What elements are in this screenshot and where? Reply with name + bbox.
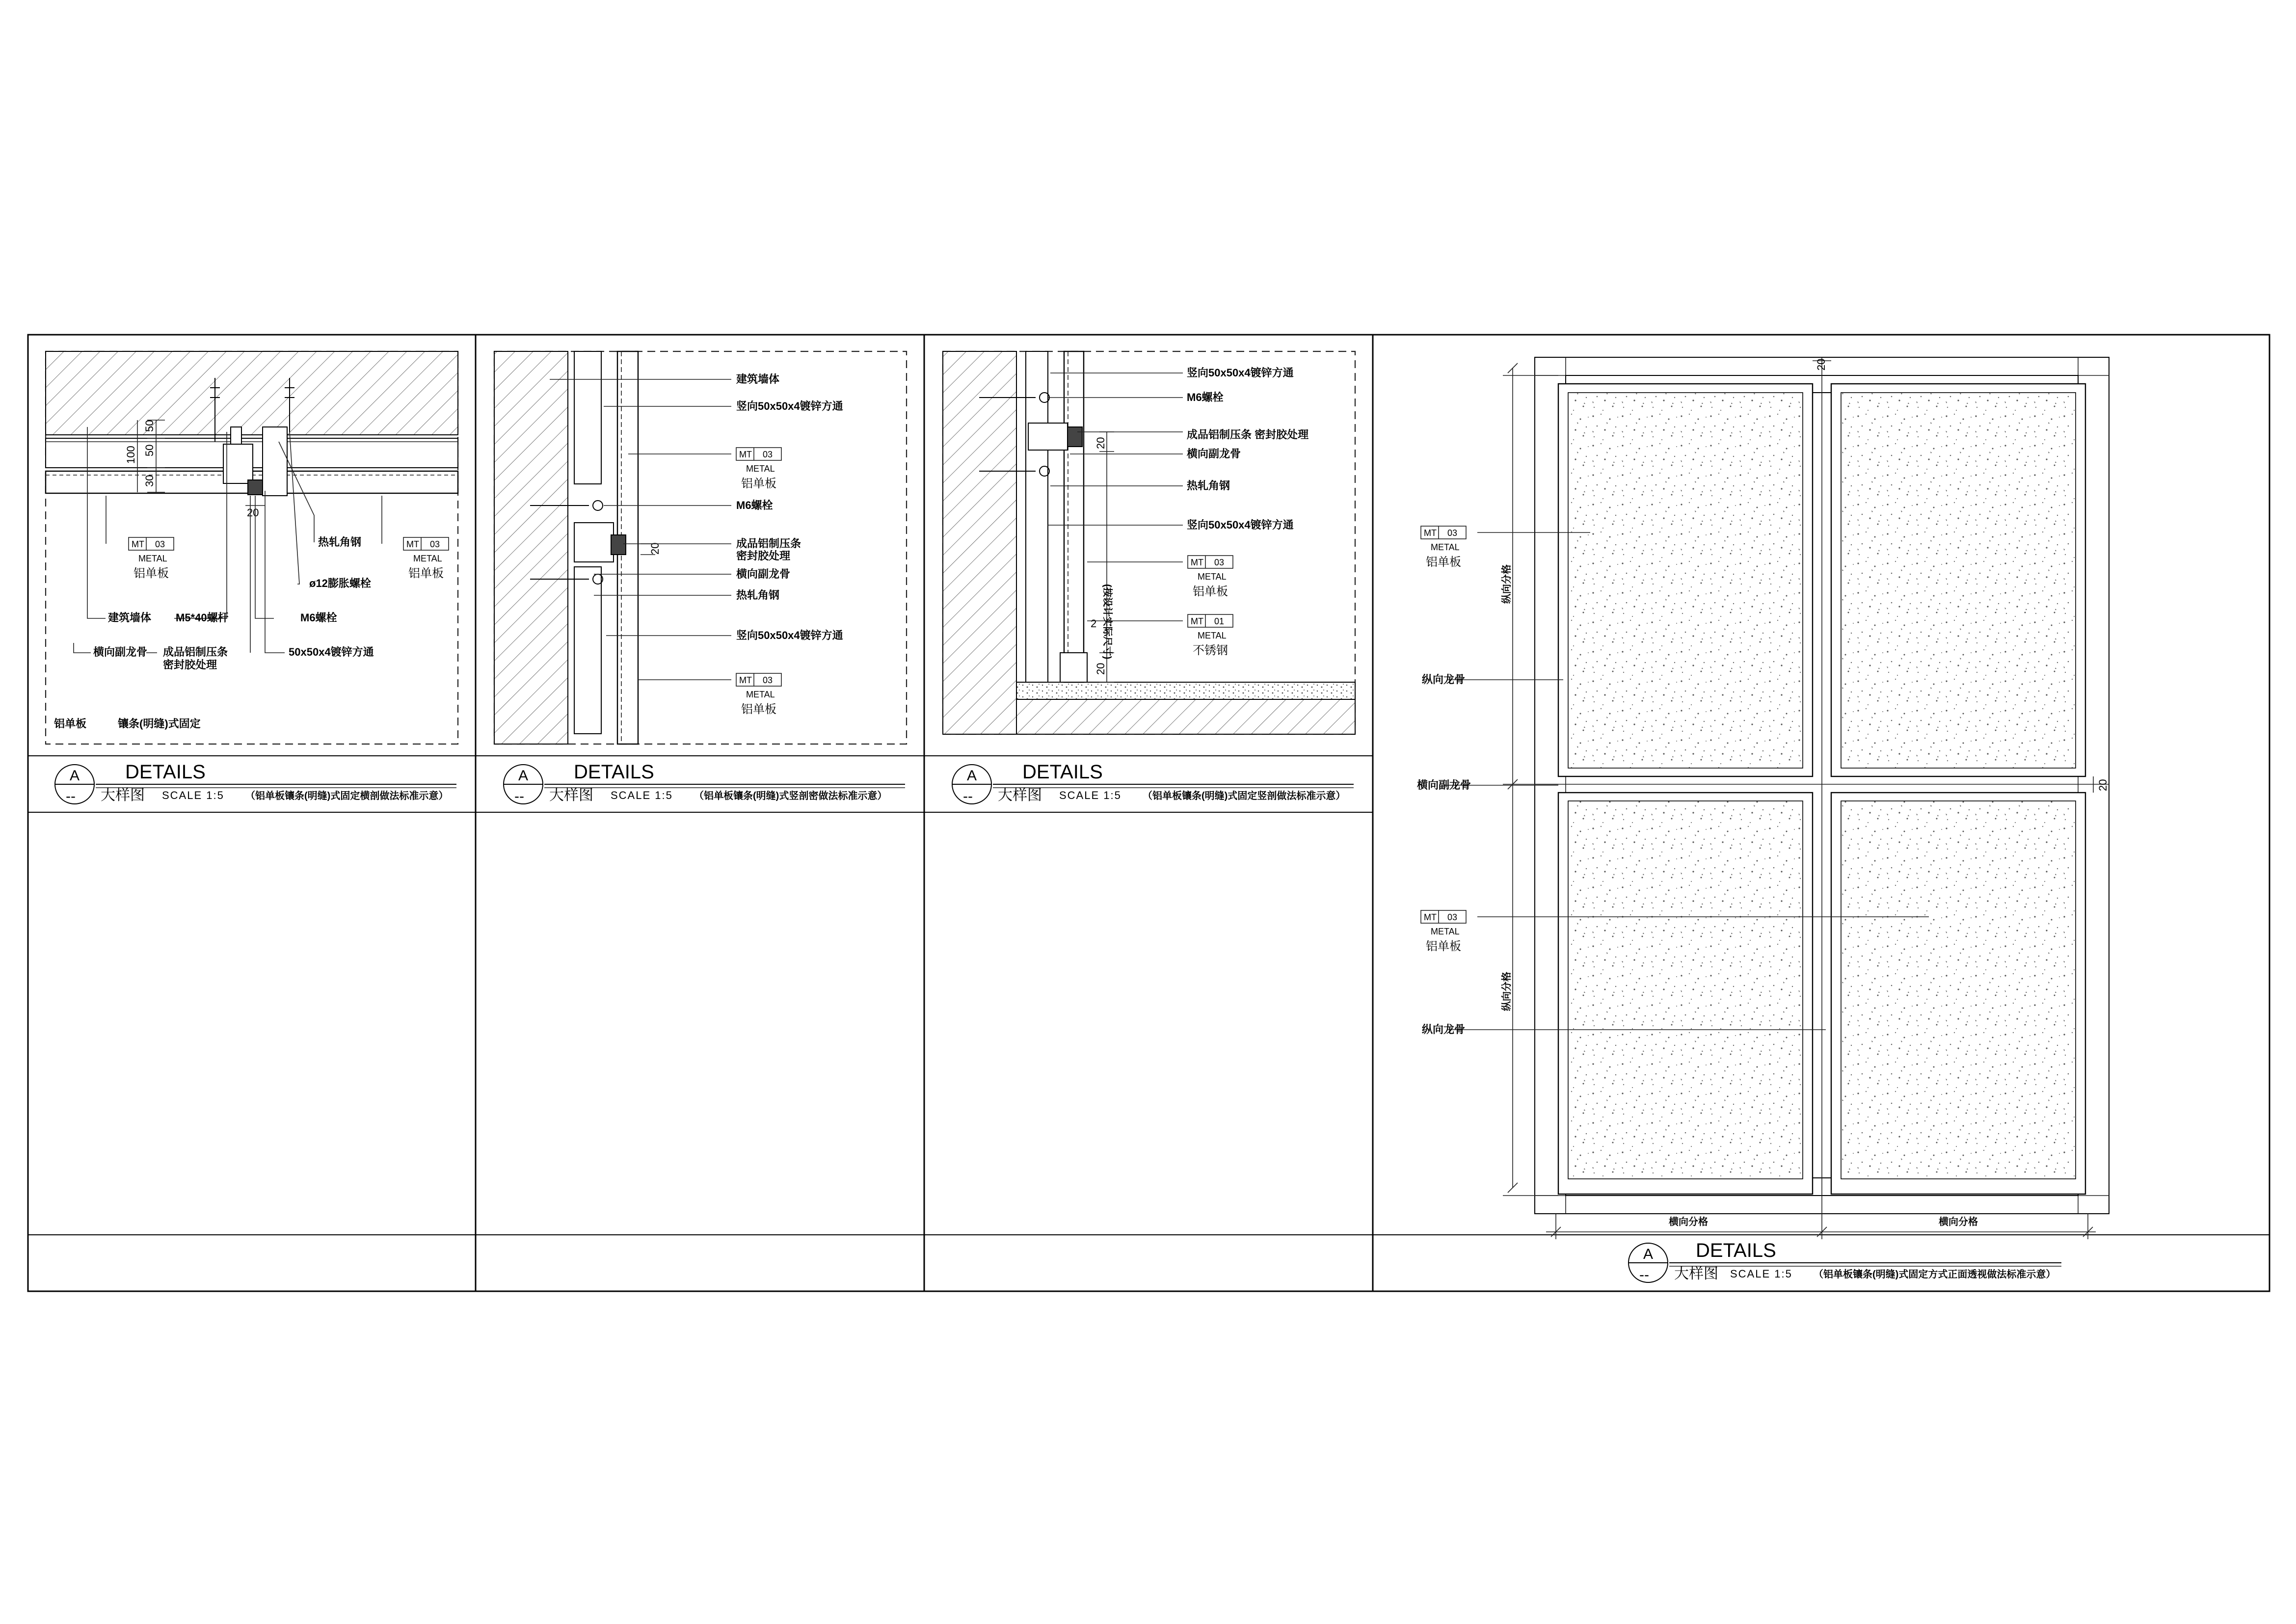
dim-100: 100 xyxy=(125,446,137,464)
title-block-4 xyxy=(1629,1240,2061,1283)
label-screw: M5*40螺杆 xyxy=(176,612,229,624)
title-tag: A xyxy=(967,768,977,784)
tag-code: 03 xyxy=(1447,912,1458,922)
label-horizontal-division-2: 横向分格 xyxy=(1939,1217,1978,1227)
detail-panel-2 xyxy=(494,351,907,804)
material-tag-1 xyxy=(736,448,781,490)
label-vertical-division: 纵向分格 xyxy=(1501,564,1512,604)
label-sealant: 密封胶处理 xyxy=(736,550,791,562)
floor-screed xyxy=(1016,682,1355,699)
material-tag-2 xyxy=(1421,910,1466,953)
detail-panel-4 xyxy=(1416,357,2109,1283)
label-m6-bolt: M6螺栓 xyxy=(300,612,337,624)
label-m6-bolt: M6螺栓 xyxy=(736,499,773,511)
material-tag-1 xyxy=(1421,526,1466,569)
tag-code: 01 xyxy=(1214,616,1225,626)
label-vertical-tube: 竖向50x50x4镀锌方通 xyxy=(736,400,843,412)
tag-code: 03 xyxy=(1214,558,1225,567)
material-tag-2 xyxy=(403,537,449,580)
dim-20-rail: 20 xyxy=(2097,779,2109,791)
title-scale: SCALE 1:5 xyxy=(162,789,224,801)
tag-material-name: 铝单板 xyxy=(408,567,444,580)
dim-50-a: 50 xyxy=(143,420,156,432)
label-tube: 50x50x4镀锌方通 xyxy=(289,646,374,658)
label-longitudinal-keel-2: 纵向龙骨 xyxy=(1422,1023,1466,1036)
title-block-3 xyxy=(952,761,1354,804)
title-heading: DETAILS xyxy=(125,761,206,783)
label-building-wall: 建筑墙体 xyxy=(736,373,780,385)
tag-mt: MT xyxy=(1424,528,1437,538)
label-cross-sub-keel: 横向副龙骨 xyxy=(736,568,791,580)
label-building-wall: 建筑墙体 xyxy=(108,612,152,624)
dim-20: 20 xyxy=(649,542,661,555)
tag-mt: MT xyxy=(739,450,752,459)
label-vertical-tube-2: 竖向50x50x4镀锌方通 xyxy=(736,629,843,641)
floor-slab xyxy=(1016,699,1355,734)
tag-code: 03 xyxy=(1447,528,1458,538)
tag-material-name: 铝单板 xyxy=(741,703,776,716)
label-pressing-strip: 成品铝制压条 xyxy=(736,537,801,550)
tag-mt: MT xyxy=(1191,616,1203,626)
label-pressing-strip: 成品铝制压条 xyxy=(163,646,228,658)
title-block-2 xyxy=(504,761,905,804)
detail-panel-3 xyxy=(943,351,1355,804)
label-hot-rolled-angle: 热轧角钢 xyxy=(1187,479,1230,492)
tag-code: 03 xyxy=(763,675,773,685)
title-note: （铝单板镶条(明缝)式竖剖密做法标准示意） xyxy=(694,791,887,801)
dim-2: 2 xyxy=(1091,617,1097,630)
building-wall-section xyxy=(494,351,568,744)
tag-metal: METAL xyxy=(1431,927,1460,936)
tag-metal: METAL xyxy=(413,554,442,563)
vertical-tube xyxy=(1026,351,1048,682)
tag-mt: MT xyxy=(132,539,144,549)
title-dash: -- xyxy=(514,788,524,804)
title-heading: DETAILS xyxy=(1022,761,1103,783)
building-wall-section xyxy=(46,351,458,435)
tag-mt: MT xyxy=(406,539,419,549)
title-note: （铝单板镶条(明缝)式固定竖剖做法标准示意） xyxy=(1143,791,1346,801)
title-sub: 大样图 xyxy=(998,787,1042,803)
vertical-tube-lower xyxy=(574,567,601,734)
label-cross-sub-keel: 横向副龙骨 xyxy=(93,646,148,658)
tag-metal: METAL xyxy=(1198,572,1227,582)
label-design-note: (按设计实际尺寸) xyxy=(1102,584,1113,660)
title-tag: A xyxy=(70,768,80,784)
material-tag-1 xyxy=(129,537,174,580)
title-note: （铝单板镶条(明缝)式固定横剖做法标准示意） xyxy=(245,791,449,801)
dim-30: 30 xyxy=(143,475,156,487)
tag-metal: METAL xyxy=(1198,631,1227,640)
label-vertical-tube-2: 竖向50x50x4镀锌方通 xyxy=(1187,519,1294,531)
tag-mt: MT xyxy=(1424,912,1437,922)
label-hot-rolled-angle: 热轧角钢 xyxy=(318,536,362,548)
tag-code: 03 xyxy=(763,450,773,459)
label-hot-rolled-angle: 热轧角钢 xyxy=(736,589,780,601)
title-scale: SCALE 1:5 xyxy=(1730,1268,1792,1280)
dim-20-top: 20 xyxy=(1095,437,1107,449)
title-dash: -- xyxy=(66,788,76,804)
title-tag: A xyxy=(518,768,529,784)
title-tag: A xyxy=(1643,1246,1654,1262)
label-sealant: 密封胶处理 xyxy=(163,659,217,671)
tag-code: 03 xyxy=(430,539,440,549)
material-tag-2 xyxy=(736,673,781,716)
title-scale: SCALE 1:5 xyxy=(611,789,673,801)
title-dash: -- xyxy=(963,788,973,804)
title-sub: 大样图 xyxy=(549,787,593,803)
title-heading: DETAILS xyxy=(1696,1240,1776,1261)
title-block-1 xyxy=(55,761,456,804)
dim-20: 20 xyxy=(247,506,259,519)
tag-metal: METAL xyxy=(1431,542,1460,552)
label-cross-sub-keel: 横向副龙骨 xyxy=(1417,779,1471,791)
title-dash: -- xyxy=(1639,1267,1649,1283)
building-wall-section xyxy=(943,351,1016,734)
label-pressing-strip: 成品铝制压条 密封胶处理 xyxy=(1187,428,1309,441)
title-heading: DETAILS xyxy=(574,761,654,783)
tag-material-name: 铝单板 xyxy=(1193,585,1228,598)
material-tag-2 xyxy=(1188,614,1233,657)
title-scale: SCALE 1:5 xyxy=(1059,789,1121,801)
tag-material-name: 铝单板 xyxy=(133,567,169,580)
label-longitudinal-keel: 纵向龙骨 xyxy=(1422,673,1466,686)
label-vertical-division-2: 纵向分格 xyxy=(1501,972,1512,1011)
title-sub: 大样图 xyxy=(1674,1266,1718,1282)
label-cross-sub-keel: 横向副龙骨 xyxy=(1187,448,1241,460)
aluminum-panel-section xyxy=(1064,351,1084,682)
tag-code: 03 xyxy=(155,539,165,549)
label-m6-bolt: M6螺栓 xyxy=(1187,391,1224,403)
label-vertical-tube: 竖向50x50x4镀锌方通 xyxy=(1187,367,1294,379)
material-tag-1 xyxy=(1188,556,1233,598)
tag-material-name: 不锈钢 xyxy=(1193,644,1228,657)
tag-material-name: 铝单板 xyxy=(1426,556,1461,569)
dim-20-bottom: 20 xyxy=(1095,663,1107,675)
label-bottom-right: 镶条(明缝)式固定 xyxy=(118,718,201,730)
dim-50-b: 50 xyxy=(143,444,156,456)
tag-mt: MT xyxy=(1191,558,1203,567)
tag-metal: METAL xyxy=(746,464,775,474)
label-expansion-bolt: ø12膨胀螺栓 xyxy=(309,577,371,589)
tag-mt: MT xyxy=(739,675,752,685)
title-sub: 大样图 xyxy=(101,787,145,803)
detail-panel-1 xyxy=(46,351,458,804)
title-note: （铝单板镶条(明缝)式固定方式正面透视做法标准示意） xyxy=(1814,1269,2056,1280)
tag-metal: METAL xyxy=(746,690,775,699)
vertical-tube-upper xyxy=(574,351,601,484)
tag-material-name: 铝单板 xyxy=(741,477,776,490)
tag-material-name: 铝单板 xyxy=(1426,940,1461,953)
tag-metal: METAL xyxy=(138,554,167,563)
label-bottom-left: 铝单板 xyxy=(54,718,87,730)
dim-20-gap: 20 xyxy=(1815,358,1827,371)
label-horizontal-division: 横向分格 xyxy=(1669,1217,1708,1227)
